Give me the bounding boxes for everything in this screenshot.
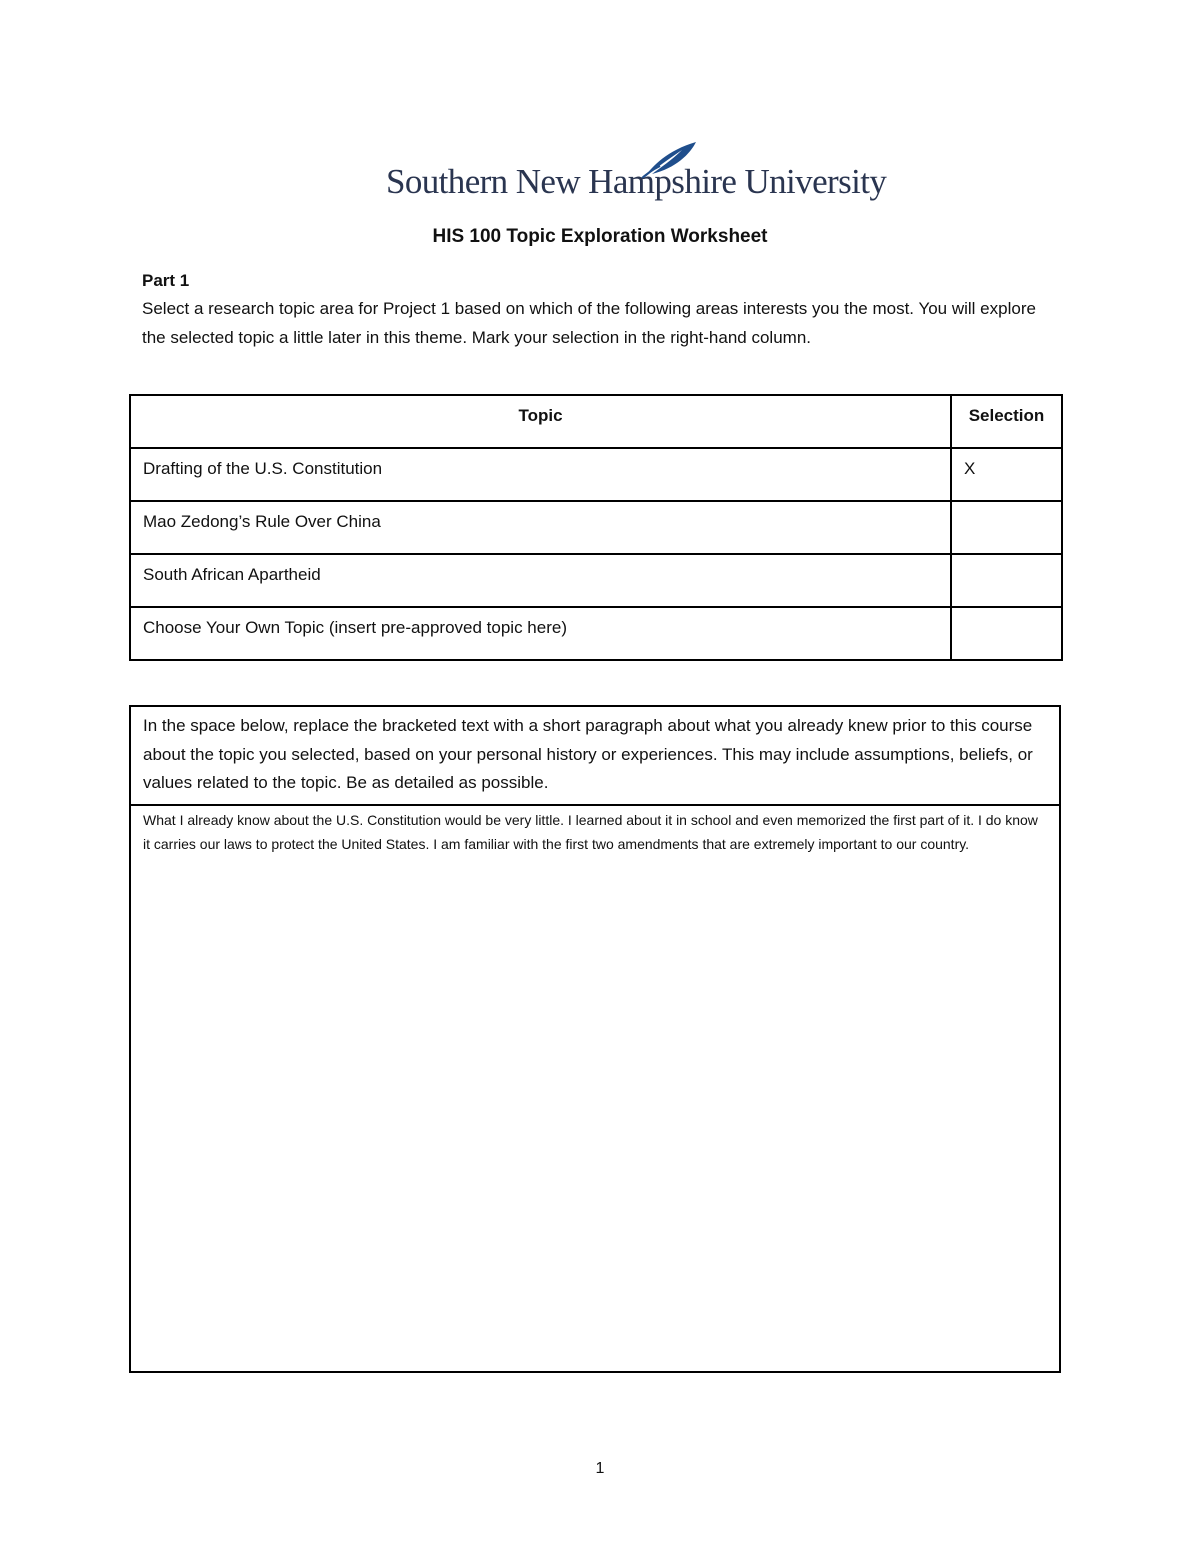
table-row [130,607,1062,660]
table-row [130,554,1062,607]
selection-column-header: Selection [951,395,1062,448]
table-row [130,501,1062,554]
document-title: HIS 100 Topic Exploration Worksheet [432,226,768,247]
topic-cell: South African Apartheid [130,554,951,607]
topic-selection-table [129,394,1063,661]
page-number: 1 [595,1460,605,1477]
selection-cell[interactable] [951,501,1062,554]
topic-column-header: Topic [130,395,951,448]
instructions-paragraph: Select a research topic area for Project 1 based on which of the following areas interests you the most. You will explore the selected topic a little later in this theme. Mark your selection in the right-hand column. [142,299,1036,347]
selection-cell[interactable] [951,607,1062,660]
table-row [130,448,1062,501]
part-label: Part 1 [142,271,190,290]
university-logo [386,140,887,210]
topic-cell: Mao Zedong’s Rule Over China [130,501,951,554]
topic-cell: Drafting of the U.S. Constitution [130,448,951,501]
logo-wordmark: Southern New Hampshire University [386,162,887,201]
response-answer-field[interactable]: What I already know about the U.S. Constitution would be very little. I learned about it in school and even memorized the first part of it. I do know it carries our laws to protect the United States. I am familiar with the first two amendments that are extremely important to our country. [143,812,1038,852]
table-header-row [130,395,1062,448]
selection-cell[interactable]: X [951,448,1062,501]
selection-cell[interactable] [951,554,1062,607]
response-box [129,705,1061,1373]
topic-cell: Choose Your Own Topic (insert pre-approved topic here) [130,607,951,660]
response-prompt: In the space below, replace the bracketed text with a short paragraph about what you already knew prior to this course about the topic you selected, based on your personal history or experiences. This may include assumptions, beliefs, or values related to the topic. Be as detailed as possible. [131,707,1059,806]
